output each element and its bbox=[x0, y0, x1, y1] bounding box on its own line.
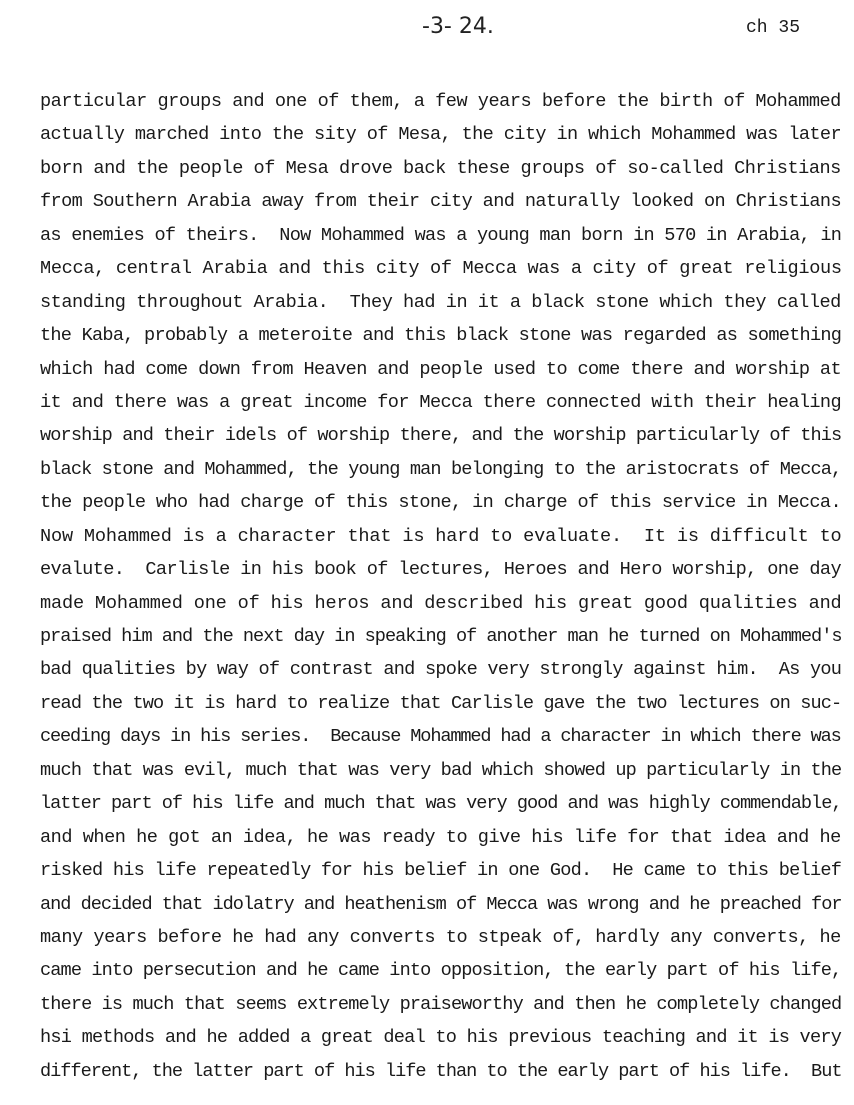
text-line: worship and their idels of worship there, and the worship particularly of this bbox=[40, 425, 842, 447]
text-line: the people who had charge of this stone, in charge of this service in Mecca. bbox=[40, 492, 842, 514]
text-line: which had come down from Heaven and people used to come there and worship at bbox=[40, 358, 842, 380]
text-line: different, the latter part of his life than to the early part of his life. But bbox=[40, 1060, 842, 1082]
text-line: actually marched into the sity of Mesa, the city in which Mohammed was later bbox=[40, 124, 842, 146]
chapter-label: ch 35 bbox=[746, 18, 801, 38]
page-number-mark: -3- 24. bbox=[422, 14, 494, 39]
text-line: from Southern Arabia away from their city and naturally looked on Christians bbox=[40, 191, 842, 213]
text-line: many years before he had any converts to stpeak of, hardly any converts, he bbox=[40, 926, 841, 948]
text-line: Mecca, central Arabia and this city of Mecca was a city of great religious bbox=[40, 258, 842, 280]
text-line: particular groups and one of them, a few years before the birth of Mohammed bbox=[40, 91, 841, 112]
text-line: made Mohammed one of his heros and described his great good qualities and bbox=[40, 592, 842, 614]
text-line: black stone and Mohammed, the young man belonging to the aristocrats of Mecca, bbox=[40, 458, 842, 480]
text-line: ceeding days in his series. Because Mohammed had a character in which there was bbox=[40, 726, 841, 748]
text-line: evalute. Carlisle in his book of lectures, Heroes and Hero worship, one day bbox=[40, 559, 842, 581]
text-line: risked his life repeatedly for his belief in one God. He came to this belief bbox=[40, 860, 842, 882]
text-line: and when he got an idea, he was ready to give his life for that idea and he bbox=[40, 826, 841, 848]
text-line: much that was evil, much that was very bad which showed up particularly in the bbox=[40, 759, 842, 781]
text-line: there is much that seems extremely praiseworthy and then he completely changed bbox=[40, 993, 842, 1015]
text-line: latter part of his life and much that was very good and was highly commendable, bbox=[40, 793, 842, 815]
text-line: read the two it is hard to realize that Carlisle gave the two lectures on suc- bbox=[40, 692, 842, 714]
text-line: praised him and the next day in speaking of another man he turned on Mohammed's bbox=[40, 626, 842, 647]
text-line: came into persecution and he came into opposition, the early part of his life, bbox=[40, 960, 842, 982]
text-line: born and the people of Mesa drove back these groups of so-called Christians bbox=[40, 157, 841, 179]
text-line: hsi methods and he added a great deal to his previous teaching and it is very bbox=[40, 1027, 842, 1049]
text-line: the Kaba, probably a meteroite and this black stone was regarded as something bbox=[40, 325, 842, 347]
text-line: Now Mohammed is a character that is hard to evaluate. It is difficult to bbox=[40, 525, 842, 547]
text-line: bad qualities by way of contrast and spoke very strongly against him. As you bbox=[40, 659, 842, 681]
body-text bbox=[40, 85, 842, 1088]
text-line: as enemies of theirs. Now Mohammed was a young man born in 570 in Arabia, in bbox=[40, 224, 842, 246]
text-line: it and there was a great income for Mecca there connected with their healing bbox=[40, 391, 842, 413]
text-line: and decided that idolatry and heathenism of Mecca was wrong and he preached for bbox=[40, 893, 842, 915]
text-line: standing throughout Arabia. They had in it a black stone which they called bbox=[40, 291, 841, 313]
